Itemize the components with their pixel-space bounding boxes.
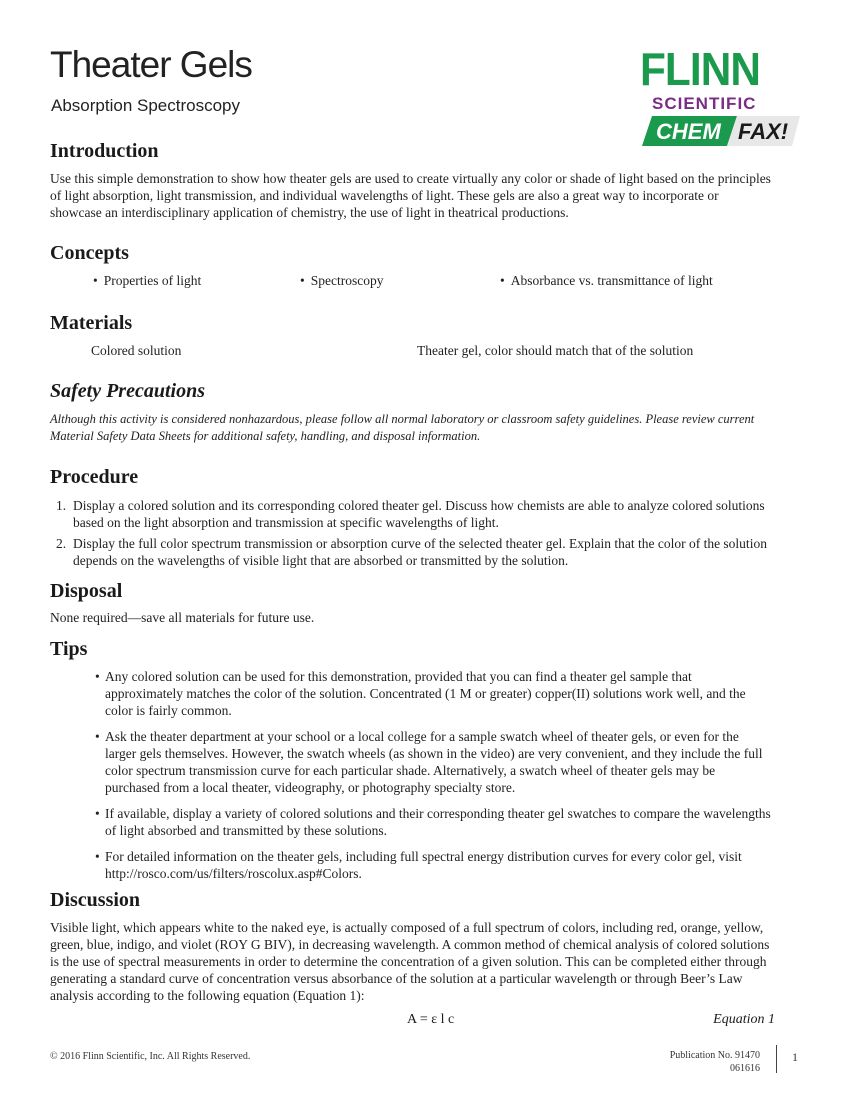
tip-item: • Ask the theater department at your school or a local college for a sample swatch wheel of theater gels, or even for the larger gels themselves. However, the swatch wheels (as shown in the video) are very convenient, and they include the full color spectrum transmission curve for each particular shade. Alternatively, a swatch wheel of theater gels may be purchased from a local theater, videography, or photography specialty store. (95, 729, 763, 795)
disposal-text: None required—save all materials for future use. (50, 610, 315, 625)
footer-divider (776, 1045, 777, 1073)
page-subtitle: Absorption Spectroscopy (51, 96, 240, 115)
footer-copyright: © 2016 Flinn Scientific, Inc. All Rights Reserved. (50, 1051, 251, 1062)
tips-heading: Tips (50, 638, 88, 660)
footer-publication (670, 1049, 760, 1075)
concept-item: • Absorbance vs. transmittance of light (500, 273, 713, 288)
introduction-text: Use this simple demonstration to show how theater gels are used to create virtually any color or shade of light based on the principles of light absorption, light transmission, and individual wavelengths of light. These gels are also a great way to incorporate or showcase an interdisciplinary application of chemistry, the use of light in theatrical productions. (50, 171, 771, 220)
concepts-heading: Concepts (50, 242, 129, 264)
procedure-step: 1. Display a colored solution and its corresponding colored theater gel. Discuss how chemists are able to analyze colored solutions based on the light absorption and transmission at specific wavelengths of light. (56, 498, 765, 530)
procedure-step: 2. Display the full color spectrum transmission or absorption curve of the selected theater gel. Explain that the color of the solution depends on the wavelengths of visible light that are absorbed or transmitted by the solution. (56, 536, 767, 568)
logo-chem-text: CHEM (656, 119, 721, 144)
equation: A = ε l c (407, 1012, 455, 1027)
logo-fax-text: FAX! (738, 119, 789, 144)
tips-list (95, 668, 772, 891)
material-item: Theater gel, color should match that of the solution (417, 343, 694, 358)
concept-item: • Properties of light (93, 273, 202, 288)
introduction-heading: Introduction (50, 140, 159, 162)
publication-number: Publication No. 91470 (669, 1050, 760, 1061)
logo-flinn-text: FLINN (640, 43, 760, 95)
tip-item: • Any colored solution can be used for this demonstration, provided that you can find a theater gel sample that approximately matches the color of the solution. Concentrated (1 M or greater) copper(II) solutions work well, and the color is fairly common. (95, 669, 746, 718)
equation-label: Equation 1 (713, 1012, 775, 1027)
logo-scientific-text: SCIENTIFIC (652, 94, 757, 113)
procedure-heading: Procedure (50, 466, 139, 488)
safety-text: Although this activity is considered nonhazardous, please follow all normal laboratory or classroom safety guidelines. Please review current Material Safety Data Sheets for additional safety, handling, and disposal information. (50, 412, 755, 443)
tip-item: • For detailed information on the theater gels, including full spectral energy distribution curves for every color gel, visit http://rosco.com/us/filters/roscolux.asp#Colors. (95, 849, 742, 881)
discussion-heading: Discussion (50, 889, 141, 911)
materials-heading: Materials (50, 312, 133, 334)
publication-code: 061616 (730, 1063, 760, 1074)
page-number: 1 (792, 1050, 798, 1064)
safety-heading: Safety Precautions (50, 380, 205, 402)
material-item: Colored solution (91, 343, 182, 358)
page-title: Theater Gels (50, 44, 252, 85)
discussion-text: Visible light, which appears white to the naked eye, is actually composed of a full spectrum of colors, including red, orange, yellow, green, blue, indigo, and violet (ROY G BIV), in decreasing wavelength. A common method of chemical analysis of colored solutions is the use of spectral measurements in order to determine the concentration of a given solution. This can be completed either through generating a standard curve of concentration versus absorbance of the solution at a particular wavelength or through Beer’s Law analysis according to the following equation (Equation 1): (50, 920, 770, 1003)
tip-item: • If available, display a variety of colored solutions and their corresponding theater gel swatches to compare the wavelengths of light absorbed and transmitted by these solutions. (95, 806, 771, 838)
concept-item: • Spectroscopy (300, 273, 384, 288)
logo-chemfax-banner (642, 116, 800, 146)
procedure-list (50, 497, 772, 573)
flinn-chemfax-logo (640, 43, 800, 150)
disposal-heading: Disposal (50, 580, 123, 602)
